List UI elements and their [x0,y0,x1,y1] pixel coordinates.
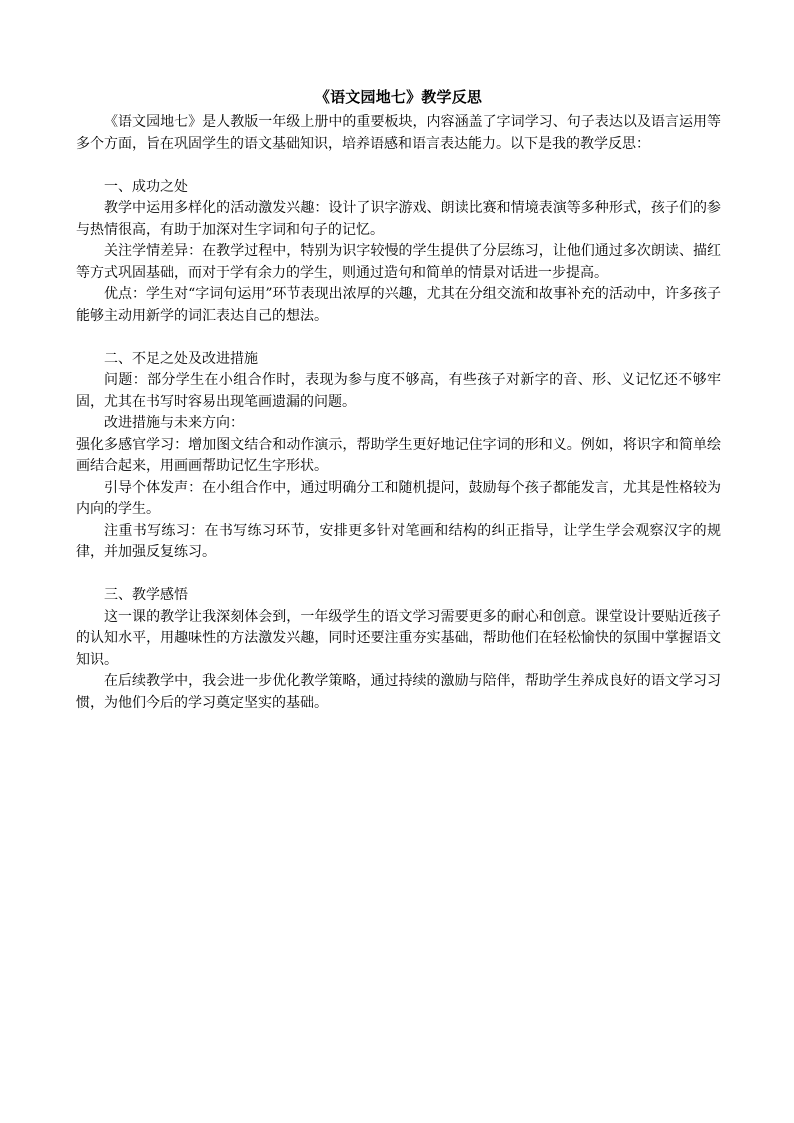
success-paragraph-3: 优点：学生对“字词句运用”环节表现出浓厚的兴趣，尤其在分组交流和故事补充的活动中，许多孩子能够主动用新学的词汇表达自己的想法。 [76,286,721,324]
measure-paragraph-2: 引导个体发声：在小组合作中，通过明确分工和随机提问，鼓励每个孩子都能发言，尤其是性格较为内向的学生。 [76,479,721,517]
blank-line [76,564,721,586]
success-paragraph-1: 教学中运用多样化的活动激发兴趣：设计了识字游戏、朗读比赛和情境表演等多种形式，孩子们的参与热情很高，有助于加深对生字词和句子的记忆。 [76,200,721,238]
insight-paragraph-1: 这一课的教学让我深刻体会到，一年级学生的语文学习需要更多的耐心和创意。课堂设计要贴近孩子的认知水平，用趣味性的方法激发兴趣，同时还要注重夯实基础，帮助他们在轻松愉快的氛围中掌握语文知识。 [76,608,721,668]
success-paragraph-2: 关注学情差异：在教学过程中，特别为识字较慢的学生提供了分层练习，让他们通过多次朗读、描红等方式巩固基础，而对于学有余力的学生，则通过造句和简单的情景对话进一步提高。 [76,243,721,281]
section-heading-shortcomings: 二、不足之处及改进措施 [104,350,258,367]
measures-heading: 改进措施与未来方向： [104,415,244,431]
insight-paragraph-2: 在后续教学中，我会进一步优化教学策略，通过持续的激励与陪伴，帮助学生养成良好的语文学习习惯，为他们今后的学习奠定坚实的基础。 [76,673,721,711]
document-page [76,86,721,714]
blank-line [76,155,721,177]
measure-paragraph-1: 强化多感官学习：增加图文结合和动作演示，帮助学生更好地记住字词的形和义。例如，将识字和简单绘画结合起来，用画画帮助记忆生字形状。 [76,436,721,474]
measure-paragraph-3: 注重书写练习：在书写练习环节，安排更多针对笔画和结构的纠正指导，让学生学会观察汉字的规律，并加强反复练习。 [76,522,721,560]
blank-line [76,327,721,349]
problem-paragraph: 问题：部分学生在小组合作时，表现为参与度不够高，有些孩子对新字的音、形、义记忆还不够牢固，尤其在书写时容易出现笔画遗漏的问题。 [76,372,721,410]
document-title: 《语文园地七》教学反思 [314,88,483,106]
section-heading-insights: 三、教学感悟 [104,587,188,603]
section-heading-success: 一、成功之处 [104,178,188,195]
intro-paragraph: 《语文园地七》是人教版一年级上册中的重要板块，内容涵盖了字词学习、句子表达以及语言运用等多个方面，旨在巩固学生的语文基础知识，培养语感和语言表达能力。以下是我的教学反思： [76,114,721,152]
